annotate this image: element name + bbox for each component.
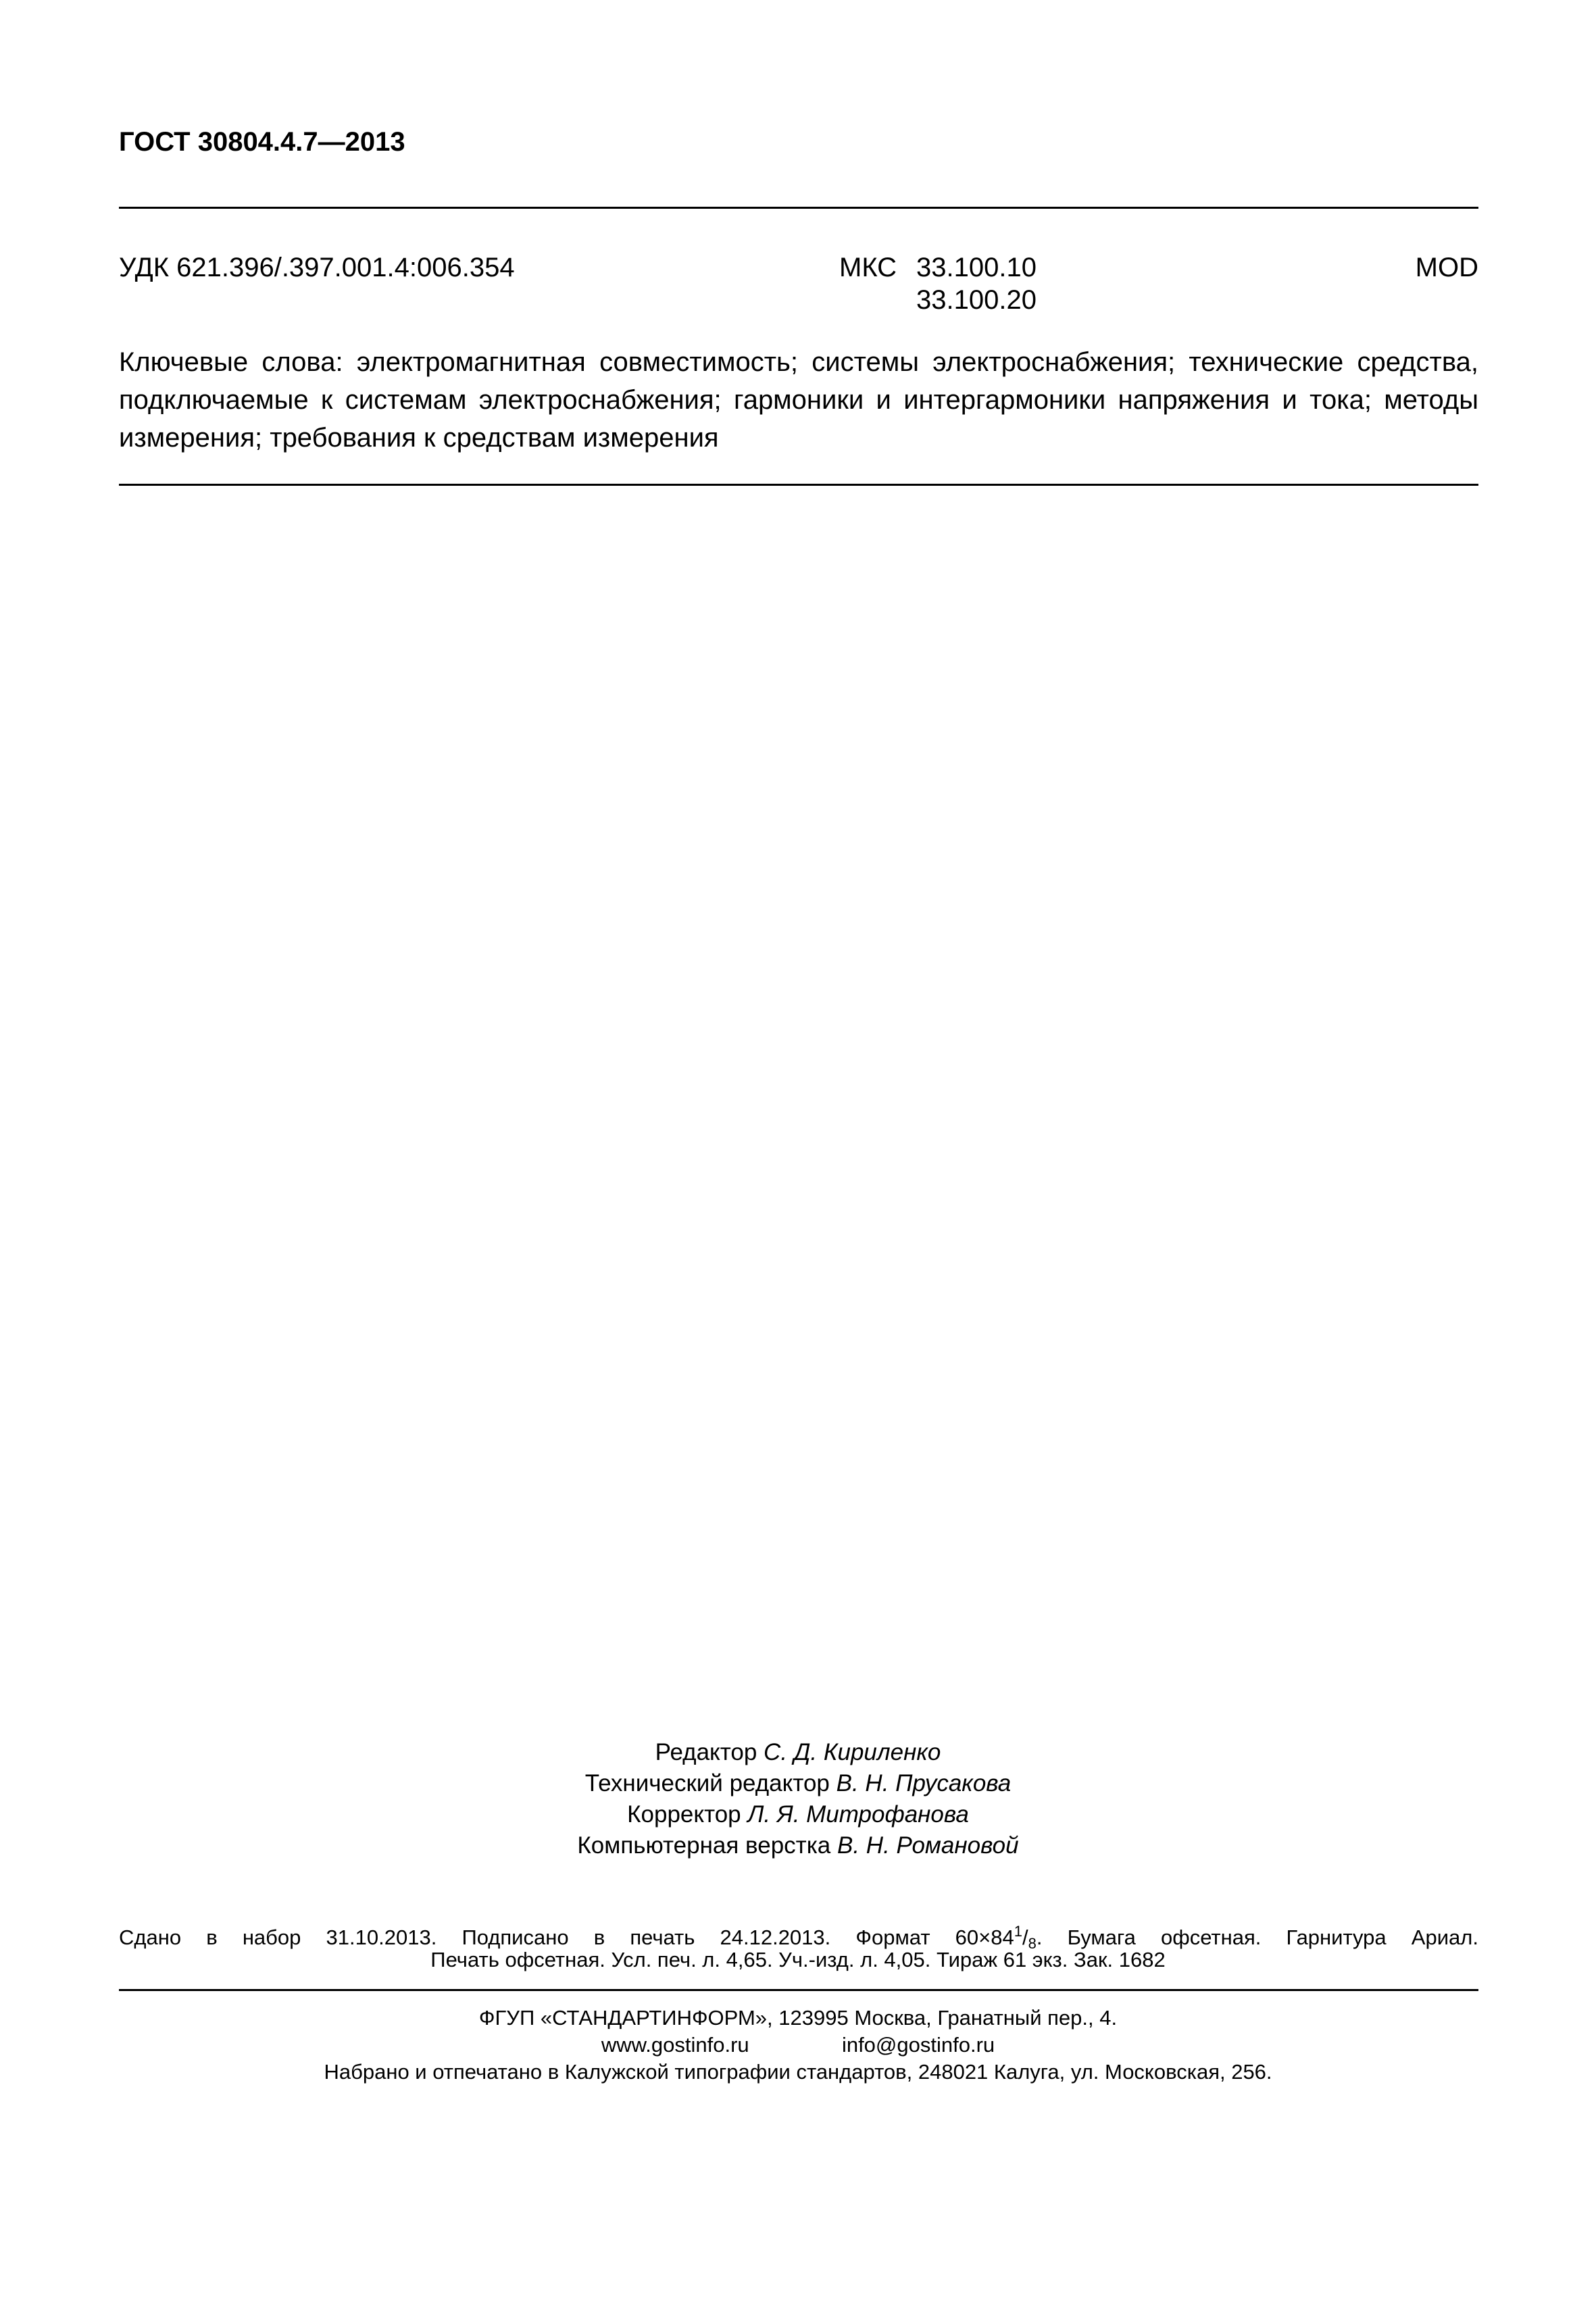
mks-label: МКС: [839, 253, 897, 282]
credit-tech-editor: [0, 1769, 1596, 1799]
udk-code: УДК 621.396/.397.001.4:006.354: [119, 253, 515, 282]
imprint-divider: [119, 1989, 1478, 1991]
publisher-line-3: Набрано и отпечатано в Калужской типографии стандартов, 248021 Калуга, ул. Московская, 256.: [324, 2060, 1272, 2084]
keywords-line-2: подключаемые к системам электроснабжения; гармоники и интергармоники напряжения и тока; методы: [119, 385, 1478, 415]
imprint-format-slash: /: [1022, 1926, 1028, 1949]
credit-corrector: [0, 1800, 1596, 1830]
credit-editor-label: Редактор: [655, 1739, 757, 1765]
credit-editor: [0, 1738, 1596, 1767]
credit-tech-editor-label: Технический редактор: [584, 1770, 830, 1796]
credit-corrector-name: Л. Я. Митрофанова: [747, 1801, 969, 1828]
credit-corrector-label: Корректор: [627, 1801, 741, 1828]
keywords-line-1: Ключевые слова: электромагнитная совместимость; системы электроснабжения; технические средства,: [119, 347, 1478, 377]
keywords-line-3: измерения; требования к средствам измерения: [119, 423, 719, 453]
keywords-divider: [119, 484, 1478, 486]
publisher-contacts: [0, 2032, 1596, 2058]
credit-tech-editor-name: В. Н. Прусакова: [836, 1770, 1012, 1796]
imprint-format-superscript: 1: [1014, 1923, 1022, 1940]
publisher-line-1: ФГУП «СТАНДАРТИНФОРМ», 123995 Москва, Гранатный пер., 4.: [478, 2006, 1118, 2030]
publisher-website-link[interactable]: www.gostinfo.ru: [601, 2033, 749, 2057]
credit-layout-name: В. Н. Романовой: [837, 1832, 1019, 1859]
imprint-format-subscript: 8: [1028, 1935, 1037, 1952]
imprint-line-1-part-b: . Бумага офсетная. Гарнитура Ариал.: [1036, 1926, 1478, 1949]
credit-layout-label: Компьютерная верстка: [577, 1832, 831, 1859]
publisher-email-link[interactable]: info@gostinfo.ru: [841, 2033, 995, 2057]
credit-layout: [0, 1831, 1596, 1861]
imprint-line-1-part-a: Сдано в набор 31.10.2013. Подписано в печать 24.12.2013. Формат 60×84: [119, 1926, 1014, 1949]
mks-code-1: 33.100.10: [916, 253, 1037, 282]
imprint-line-2: Печать офсетная. Усл. печ. л. 4,65. Уч.-изд. л. 4,05. Тираж 61 экз. Зак. 1682: [430, 1948, 1166, 1971]
credit-editor-name: С. Д. Кириленко: [764, 1739, 941, 1765]
mks-code-2: 33.100.20: [916, 285, 1037, 315]
top-divider: [119, 207, 1478, 209]
document-id: ГОСТ 30804.4.7—2013: [119, 127, 405, 157]
mod-label: MOD: [1415, 253, 1478, 282]
